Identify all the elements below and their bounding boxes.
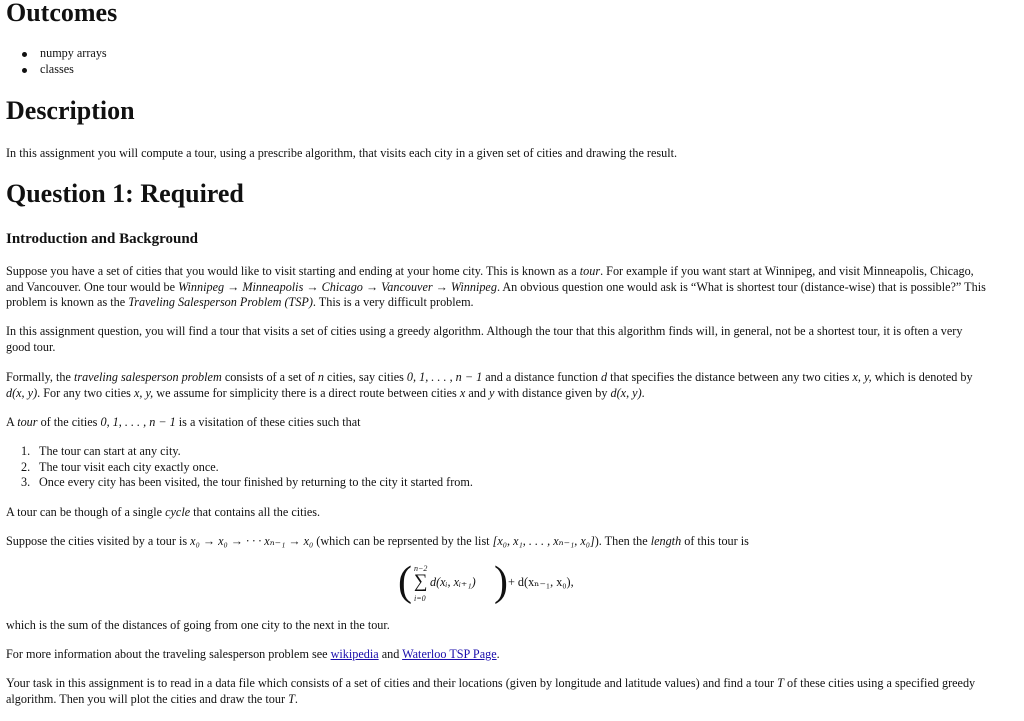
paragraph-task: Your task in this assignment is to read in a data file which consists of a set of cities and their locations (given by longitude and latitude values) and find a tour T of these cities using a specified greedy algorithm. Then you will plot the cities and draw the tour T. [6,676,976,706]
paragraph-tour-definition: A tour of the cities 0, 1, . . . , n − 1 is a visitation of these cities such that [6,415,361,429]
paragraph-more-info: For more information about the traveling salesperson problem see wikipedia and Waterloo TSP Page. [6,647,500,661]
list-item: classes [6,62,406,78]
paragraph-formal: Formally, the traveling salesperson problem consists of a set of n cities, say cities 0, 1, . . . , n − 1 and a distance function d that specifies the distance between any two cities x, y, which is denoted by d(x, y). For any two cities x, y, we assume for simplicity there is a direct route between cities x and y with distance given by d(x, y). [6,370,973,400]
paragraph-greedy: In this assignment question, you will find a tour that visits a set of cities using a greedy algorithm. Although the tour that this algorithm finds will, in general, not be a shortest tour, it is often a very good tour. [6,324,963,354]
bullet-icon [22,68,27,73]
description-text: In this assignment you will compute a tour, using a prescribe algorithm, that visits each city in a given set of cities and drawing the result. [6,146,678,160]
paragraph-length: Suppose the cities visited by a tour is x₀ → x₀ → · · · xₙ₋₁ → x₀ (which can be reprsented by the list [x₀, x₁, . . . , xₙ₋₁, x₀]). Then the length of this tour is [6,534,749,548]
paragraph-sum: which is the sum of the distances of going from one city to the next in the tour. [6,618,390,632]
outcomes-list [6,46,406,77]
tour-conditions-list [6,444,906,491]
list-item: 3. Once every city has been visited, the tour finished by returning to the city it started from. [21,475,473,489]
list-item: 2. The tour visit each city exactly once. [21,459,219,474]
intro-subheading: Introduction and Background [6,231,199,247]
sigma-symbol: ∑ [414,571,428,592]
waterloo-tsp-link[interactable]: Waterloo TSP Page [402,647,497,661]
paragraph-tour: Suppose you have a set of cities that you would like to visit starting and ending at your home city. This is known as a tour. For example if you want start at Winnipeg, and visit Minneapolis, Chicago, and Vancouver. One tour would be Winnipeg → Minneapolis → Chicago → Vancouver → Winnipeg. An obvious question one would ask is “What is shortest tour (distance-wise) that is possible?” This problem is known as the Traveling Salesperson Problem (TSP). This is a very difficult problem. [6,264,986,309]
description-heading: Description [6,96,135,125]
paragraph-cycle: A tour can be though of a single cycle that contains all the cities. [6,505,321,519]
question1-heading: Question 1: Required [6,179,244,208]
outcomes-heading: Outcomes [6,0,118,27]
list-item: 1. The tour can start at any city. [21,444,181,458]
bullet-icon [22,52,27,57]
list-item: numpy arrays [6,46,406,62]
tour-length-formula: ( n−2 ∑ i=0 d(xᵢ, xᵢ₊₁) ) + d(xₙ₋₁, x₀), [398,559,574,605]
wikipedia-link[interactable]: wikipedia [330,647,379,661]
